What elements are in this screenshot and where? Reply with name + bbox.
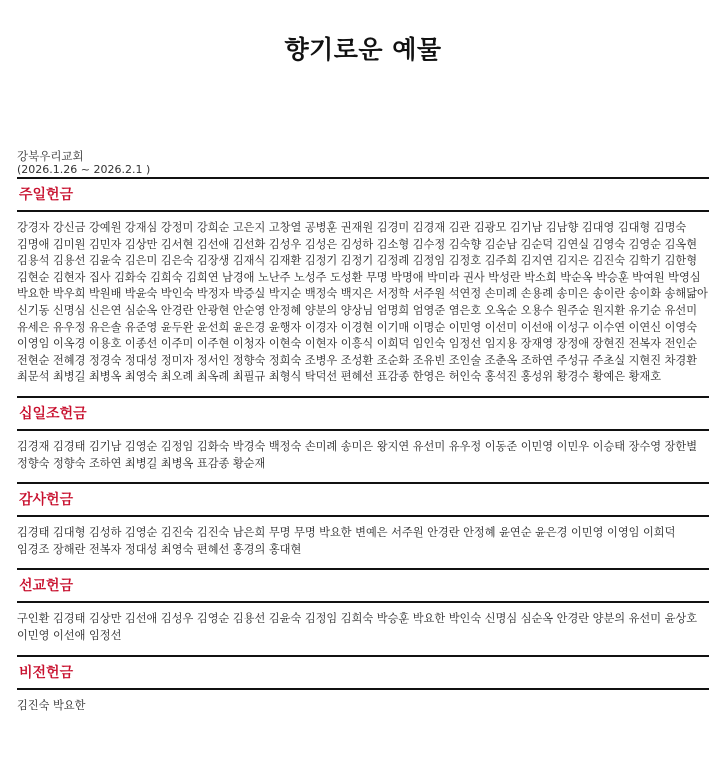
section-heading-vision: 비전헌금 bbox=[19, 664, 74, 681]
section-names-vision: 김진숙 박요한 bbox=[17, 698, 86, 712]
section-names-tithe: 김경재 김경태 김기남 김영순 김정임 김화숙 박경숙 백정숙 손미례 송미은 왕지연 유선미 유우정 이동준 이민영 이민우 이승태 장수영 장한별 정향숙 정향숙 조하연 최병길 최병옥 표감종 황순재 bbox=[17, 439, 698, 470]
section-names-sunday-offering: 강경자 강신금 강예원 강재심 강정미 강희순 고은지 고창열 공병훈 권재원 김경미 김경재 김관 김광모 김기남 김남향 김대영 김대형 김명숙 김명애 김미원 김민자 김상만 김서현 김선애 김선화 김성우 김성은 김성하 김소형 김수정 김숙향 김순남 김순덕 김연실 김영숙 김영순 김옥현 김용석 김용선 김윤숙 김은미 김은숙 김장생 김재식 김재환 김정기 김정기 김정례 김정임 김정호 김주희 김지연 김지은 김진숙 김학기 김한형 김현순 김현자 집사 김화숙 김희숙 김희연 남경애 노난주 노성주 도성환 무명 박명애 박미라 권사 박성란 박소희 박순옥 박승훈 박여원 박영심 박요한 박우희 박원배 박윤숙 박인숙 박정자 박증실 박지순 백정숙 백지은 서정학 서주원 석연정 손미례 손용례 송미은 송이란 송이화 송해닮아 신기동 신명심 신은연 심순옥 안경란 안광현 안순영 안정혜 양분의 양상님 엄명희 엄영준 염은호 오옥순 오용수 원주순 원지환 유기순 유선미 유세은 유우정 유은솔 유준영 윤두완 윤선희 윤은경 윤행자 이경자 이경현 이기매 이명순 이민영 이선미 이선애 이성구 이수연 이연신 이영숙 이영임 이옥경 이용호 이종선 이주미 이주현 이청자 이현숙 이현자 이흥식 이희덕 임인숙 임정선 임지용 장재영 장정애 장현진 전복자 전인순 전현순 전혜경 정경숙 정대성 정미자 정서인 정향숙 정희숙 조병우 조성환 조순화 조유빈 조인술 조춘옥 조하연 주성규 주초실 지현진 차경환 최문석 최병길 최병옥 최영숙 최오례 최옥례 최필규 최형식 탁덕선 편혜선 표감종 한영은 허인숙 홍석진 홍성위 황경수 황예은 황재호 bbox=[17, 221, 708, 384]
section-names-mission: 구인환 김경태 김상만 김선애 김성우 김영순 김용선 김윤숙 김정임 김희숙 박승훈 박요한 박인숙 신명심 심순옥 안경란 양분의 유선미 윤상호 이민영 이선애 임정선 bbox=[17, 612, 698, 642]
church-name: 강북우리교회 bbox=[17, 149, 84, 163]
offering-period: (2026.1.26 ~ 2026.2.1 ) bbox=[17, 163, 151, 176]
section-heading-thanksgiving: 감사헌금 bbox=[19, 492, 74, 509]
section-heading-sunday-offering: 주일헌금 bbox=[19, 187, 74, 203]
section-heading-mission: 선교헌금 bbox=[19, 578, 74, 595]
section-names-thanksgiving: 김경태 김대형 김성하 김영순 김진숙 김진숙 남은희 무명 무명 박요한 변예은 서주원 안경란 안정혜 윤연순 윤은경 이민영 이영임 이희덕 임경조 장해란 전복자 정대성 최영숙 편혜선 홍경의 홍대현 bbox=[17, 526, 676, 556]
page-title: 향기로운 예물 bbox=[284, 35, 442, 64]
section-heading-tithe: 십일조헌금 bbox=[19, 405, 87, 422]
